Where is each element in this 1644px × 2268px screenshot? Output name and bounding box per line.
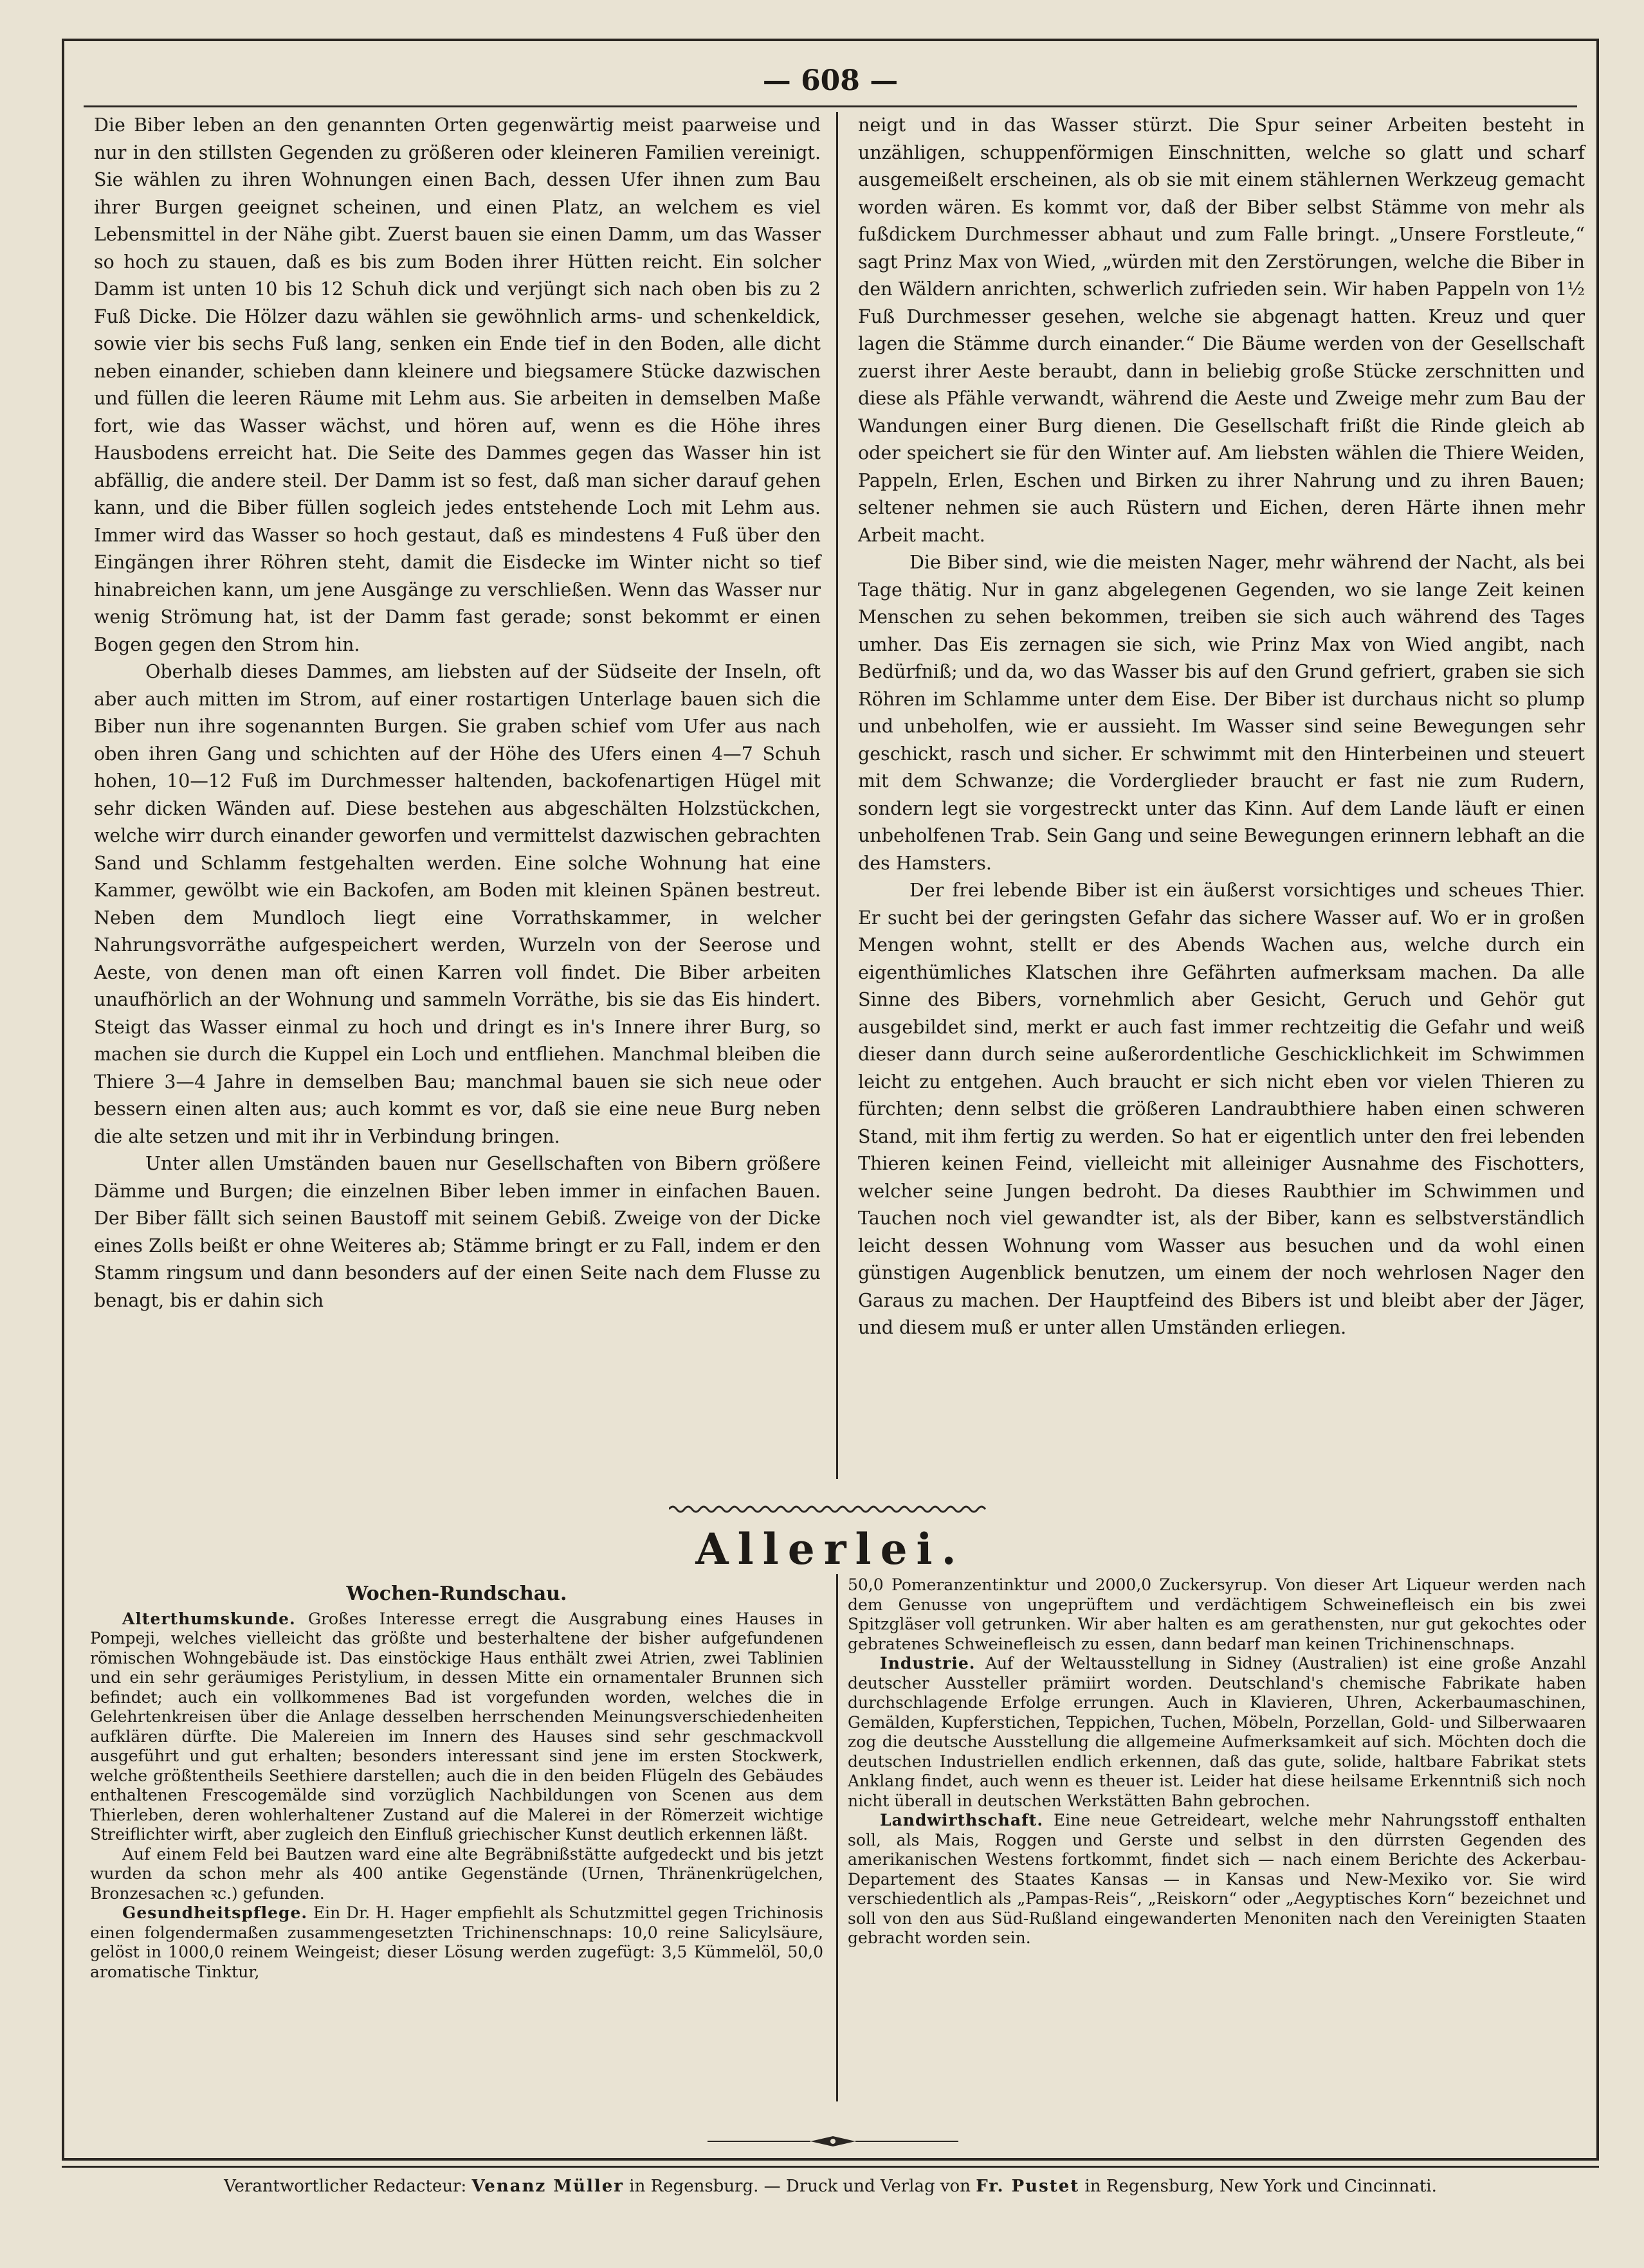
article-paragraph: Die Biber leben an den genannten Orten gegenwärtig meist paarweise und nur in den stillsten Gegenden zu größeren oder kleineren Familien vereinigt. Sie wählen zu ihren Wohnungen einen Bach, dessen Ufer ihnen zum Bau ihrer Burgen geeignet scheinen, und einen Platz, an welchem es viel Lebensmittel in der Nähe gibt. Zuerst bauen sie einen Damm, um das Wasser so hoch zu stauen, daß es bis zum Boden ihrer Hütten reicht. Ein solcher Damm ist unten 10 bis 12 Schuh dick und verjüngt sich nach oben bis zu 2 Fuß Dicke. Die Hölzer dazu wählen sie gewöhnlich arms- und schenkeldick, sowie vier bis sechs Fuß lang, senken ein Ende tief in den Boden, alle dicht neben einander, schieben dann kleinere und biegsamere Stücke dazwischen und füllen die leeren Räume mit Lehm aus. Sie arbeiten in demselben Maße fort, wie das Wasser wächst, und hören auf, wenn es die Höhe ihres Hausbodens erreicht hat. Die Seite des Dammes gegen das Wasser hin ist abfällig, die andere steil. Der Damm ist so fest, daß man sicher darauf gehen kann, und die Biber füllen sogleich jedes entstehende Loch mit Lehm aus. Immer wird das Wasser so hoch gestaut, daß es mindestens 4 Fuß über den Eingängen ihrer Röhren steht, damit die Eisdecke im Winter nicht so tief hinabreichen kann, um jene Ausgänge zu verschließen. Wenn das Wasser nur wenig Strömung hat, ist der Damm fast gerade; sonst bekommt er einen Bogen gegen den Strom hin. xyxy=(94,114,821,655)
news-item-head: Gesundheitspflege. xyxy=(122,1903,308,1922)
newspaper-page xyxy=(62,39,1599,2161)
news-item-text: 50,0 Pomeranzentinktur und 2000,0 Zuckersyrup. Von dieser Art Liqueur werden nach dem Genusse von ungeprüftem und verdächtigem Schweinefleisch ein bis zwei Spitzgläser voll getrunken. Wir aber halten es am gerathensten, nur gut gekochtes oder gebratenes Schweinefleisch zu essen, dann bedarf man keinen Trichinenschnaps. xyxy=(848,1575,1586,1653)
imprint-text: Verantwortlicher Redacteur: xyxy=(224,2177,472,2196)
news-item xyxy=(90,1845,823,1904)
imprint-text: in Regensburg, New York und Cincinnati. xyxy=(1079,2177,1437,2196)
article-column-1 xyxy=(94,112,821,1314)
news-item xyxy=(90,1610,823,1845)
article-paragraph: Unter allen Umständen bauen nur Gesellschaften von Bibern größere Dämme und Burgen; die einzelnen Biber leben immer in einfachen Bauen. Der Biber fällt sich seinen Baustoff mit seinem Gebiß. Zweige von der Dicke eines Zolls beißt er ohne Weiteres ab; Stämme bringt er zu Fall, indem er den Stamm ringsum und dann besonders auf der einen Seite nach dem Flusse zu benagt, bis er dahin sich xyxy=(94,1153,821,1311)
article-paragraph: neigt und in das Wasser stürzt. Die Spur seiner Arbeiten besteht in unzähligen, schuppenförmigen Einschnitten, welche so glatt und scharf ausgemeißelt erscheinen, als ob sie mit einem stählernen Werkzeug gemacht worden wären. Es kommt vor, daß der Biber selbst Stämme von mehr als fußdickem Durchmesser abhaut und zum Falle bringt. „Unsere Forstleute,“ sagt Prinz Max von Wied, „würden mit den Zerstörungen, welche die Biber in den Wäldern anrichten, schwerlich zufrieden sein. Wir haben Pappeln von 1½ Fuß Durchmesser gesehen, welche sie abgenagt hatten. Kreuz und quer lagen die Stämme durch einander.“ Die Bäume werden von der Gesellschaft zuerst ihrer Aeste beraubt, dann in beliebig große Stücke zerschnitten und diese als Pfähle verwandt, während die Aeste und Zweige mehr zum Bau der Wandungen einer Burg dienen. Die Gesellschaft frißt die Rinde gleich ab oder speichert sie für den Winter auf. Am liebsten wählen die Thiere Weiden, Pappeln, Erlen, Eschen und Birken zu ihrer Nahrung und zu ihren Bauen; seltener nehmen sie auch Rüstern und Eichen, deren Härte ihnen mehr Arbeit macht. xyxy=(858,114,1585,546)
article-paragraph: Oberhalb dieses Dammes, am liebsten auf der Südseite der Inseln, oft aber auch mitten im Strom, auf einer rostartigen Unterlage bauen sich die Biber nun ihre sogenannten Burgen. Sie graben schief vom Ufer aus nach oben ihren Gang und schichten auf der Höhe des Ufers einen 4—7 Schuh hohen, 10—12 Fuß im Durchmesser haltenden, backofenartigen Hügel mit sehr dicken Wänden auf. Diese bestehen aus abgeschälten Holzstückchen, welche wirr durch einander geworfen und vermittelst dazwischen gebrachten Sand und Schlamm festgehalten werden. Eine solche Wohnung hat eine Kammer, gewölbt wie ein Backofen, am Boden mit kleinen Spänen bestreut. Neben dem Mundloch liegt eine Vorrathskammer, in welcher Nahrungsvorräthe aufgespeichert werden, Wurzeln von der Seerose und Aeste, von denen man oft einen Karren voll findet. Die Biber arbeiten unaufhörlich an der Wohnung und sammeln Vorräthe, bis sie das Eis hindert. Steigt das Wasser einmal zu hoch und dringt es in's Innere ihrer Burg, so machen sie durch die Kuppel ein Loch und entfliehen. Manchmal bleiben die Thiere 3—4 Jahre in demselben Bau; manchmal bauen sie sich neue oder bessern einen alten aus; auch kommt es vor, daß sie eine neue Burg neben die alte setzen und mit ihr in Verbindung bringen. xyxy=(94,661,821,1147)
column-divider xyxy=(836,112,838,1479)
news-item-text: Eine neue Getreideart, welche mehr Nahrungsstoff enthalten soll, als Mais, Roggen und Gerste und selbst in den dürrsten Gegenden des amerikanischen Westens fortkommt, findet sich — nach einem Berichte des Ackerbau-Departement des Staates Kansas — in Kansas und New-Mexiko vor. Sie wird verschiedentlich als „Pampas-Reis“, „Reiskorn“ oder „Aegyptisches Korn“ bezeichnet und soll von den aus Süd-Rußland eingewanderten Menoniten nach den Vereinigten Staaten gebracht worden sein. xyxy=(848,1811,1586,1947)
article-column-2 xyxy=(858,112,1585,1342)
column-divider xyxy=(836,1574,838,2101)
header-rule xyxy=(84,105,1577,107)
news-item-text: Auf einem Feld bei Bautzen ward eine alte Begräbnißstätte aufgedeckt und bis jetzt wurden da schon mehr als 400 antike Gegenstände (Urnen, Thränenkrügelchen, Bronzesachen ꝛc.) gefunden. xyxy=(90,1844,823,1903)
news-item xyxy=(90,1903,823,1982)
news-item-text: Ein Dr. H. Hager empfiehlt als Schutzmittel gegen Trichinosis einen folgendermaßen zusammengesetzten Trichinenschnaps: 10,0 reine Salicylsäure, gelöst in 1000,0 reinem Weingeist; dieser Lösung werden zugefügt: 3,5 Kümmelöl, 50,0 aromatische Tinktur, xyxy=(90,1903,823,1981)
news-item-text: Großes Interesse erregt die Ausgrabung eines Hauses in Pompeji, welches vielleicht das größte und besterhaltene der bisher aufgefundenen römischen Wohngebäude ist. Das einstöckige Haus enthält zwei Atrien, zwei Tablinien und ein sehr geräumiges Peristylium, in dessen Mitte ein ornamentaler Brunnen sich befindet; auch ein vollkommenes Bad ist vorgefunden worden, welches die in Gelehrtenkreisen über die Anlage desselben herrschenden Meinungsverschiedenheiten aufklären dürfte. Die Malereien im Innern des Hauses sind sehr geschmackvoll ausgeführt und gut erhalten; besonders interessant sind jene im ersten Stockwerk, welche größtentheils Seethiere darstellen; auch die in den beiden Flügeln des Gebäudes enthaltenen Frescogemälde sind vorzüglich Nachbildungen von Scenen aus dem Thierleben, deren wohlerhaltener Zustand auf die Malerei in der Römerzeit wichtige Streiflichter wirft, aber zugleich den Einfluß griechischer Kunst deutlich erkennen läßt. xyxy=(90,1609,823,1844)
imprint-text: in Regensburg. — Druck und Verlag von xyxy=(624,2177,976,2196)
news-item-head: Alterthumskunde. xyxy=(122,1609,296,1628)
end-ornament xyxy=(708,2135,958,2148)
news-item xyxy=(848,1811,1586,1948)
imprint-footer xyxy=(62,2166,1599,2196)
news-item-head: Landwirthschaft. xyxy=(880,1811,1044,1829)
section-title: Allerlei. xyxy=(695,1524,965,1574)
article-paragraph: Der frei lebende Biber ist ein äußerst vorsichtiges und scheues Thier. Er sucht bei der geringsten Gefahr das sichere Wasser auf. Wo er in großen Mengen wohnt, stellt er des Abends Wachen aus, welche durch ein eigenthümliches Klatschen ihre Gefährten aufmerksam machen. Da alle Sinne des Bibers, vornehmlich aber Gesicht, Geruch und Gehör gut ausgebildet sind, merkt er auch fast immer rechtzeitig die Gefahr und weiß dieser dann durch seine außerordentliche Geschicklichkeit im Schwimmen leicht zu entgehen. Auch braucht er sich nicht eben vor vielen Thieren zu fürchten; denn selbst die größeren Landraubthiere haben einen schweren Stand, mit ihm fertig zu werden. So hat er eigentlich unter den frei lebenden Thieren keinen Feind, vielleicht mit alleiniger Ausnahme des Fischotters, welcher seine Jungen bedroht. Da dieses Raubthier im Schwimmen und Tauchen noch viel gewandter ist, als der Biber, kann es selbstverständlich leicht dessen Wohnung vom Wasser aus besuchen und da wohl einen günstigen Augenblick benutzen, um einem der noch wehrlosen Nager den Garaus zu machen. Der Hauptfeind des Bibers ist und bleibt aber der Jäger, und diesem muß er unter allen Umständen erliegen. xyxy=(858,880,1585,1338)
imprint-editor: Venanz Müller xyxy=(471,2177,624,2196)
imprint-publisher: Fr. Pustet xyxy=(976,2177,1080,2196)
wochen-rundschau-title: Wochen-Rundschau. xyxy=(346,1583,567,1605)
wavy-divider-ornament xyxy=(669,1502,991,1516)
page-number: — 608 — xyxy=(762,64,899,97)
news-item xyxy=(848,1575,1586,1654)
article-paragraph: Die Biber sind, wie die meisten Nager, mehr während der Nacht, als bei Tage thätig. Nur in ganz abgelegenen Gegenden, wo sie lange Zeit keinen Menschen zu sehen bekommen, treiben sie sich auch während des Tages umher. Das Eis zernagen sie sich, wie Prinz Max von Wied angibt, nach Bedürfniß; und da, wo das Wasser bis auf den Grund gefriert, graben sie sich Röhren im Schlamme unter dem Eise. Der Biber ist durchaus nicht so plump und unbeholfen, wie er aussieht. Im Wasser sind seine Bewegungen sehr geschickt, rasch und sicher. Er schwimmt mit den Hinterbeinen und steuert mit dem Schwanze; die Vorderglieder braucht er fast nie zum Rudern, sondern legt sie vorgestreckt unter das Kinn. Auf dem Lande läuft er einen unbeholfenen Trab. Sein Gang und seine Bewegungen erinnern lebhaft an die des Hamsters. xyxy=(858,552,1585,874)
allerlei-column-2 xyxy=(848,1575,1586,1948)
news-item xyxy=(848,1654,1586,1811)
news-item-head: Industrie. xyxy=(880,1654,976,1673)
news-item-text: Auf der Weltausstellung in Sidney (Australien) ist eine große Anzahl deutscher Aussteller prämiirt worden. Deutschland's chemische Fabrikate haben durchschlagende Erfolge errungen. Auch in Klavieren, Uhren, Ackerbaumaschinen, Gemälden, Kupferstichen, Teppichen, Tuchen, Möbeln, Porzellan, Gold- und Silberwaaren zog die deutsche Ausstellung die allgemeine Aufmerksamkeit auf sich. Möchten doch die deutschen Industriellen endlich erkennen, daß das gute, solide, haltbare Fabrikat stets Anklang findet, auch wenn es theuer ist. Leider hat diese heilsame Erkenntniß sich noch nicht überall in deutschen Werkstätten Bahn gebrochen. xyxy=(848,1654,1586,1810)
allerlei-column-1 xyxy=(90,1575,823,1982)
